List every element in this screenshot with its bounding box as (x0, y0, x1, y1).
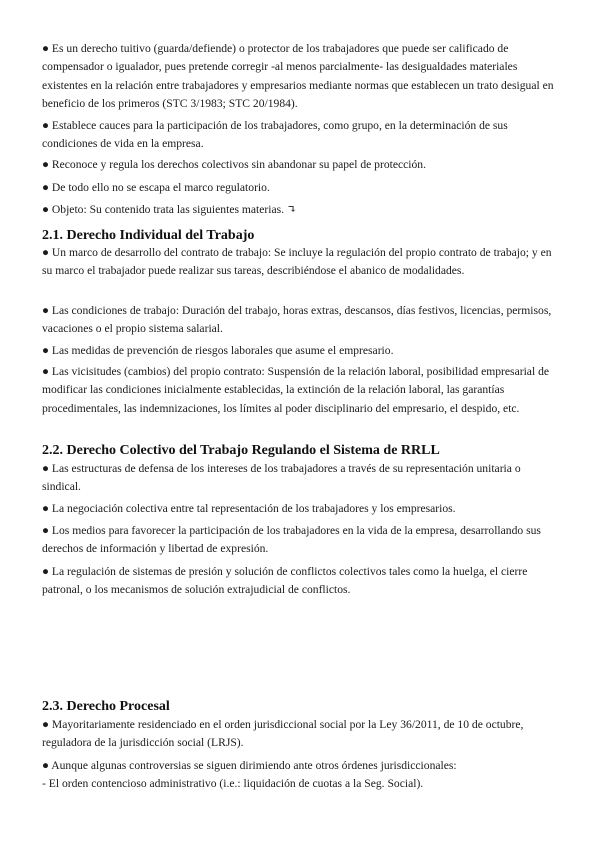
section-heading-procesal: 2.3. Derecho Procesal (42, 699, 170, 714)
list-item: ● La regulación de sistemas de presión y solución de conflictos colectivos tales como la huelga, el cierre patronal, o los mecanismos de solución extrajudicial de conflictos. (42, 565, 528, 597)
intro-paragraph-2: ● Establece cauces para la participación de los trabajadores, como grupo, en la determinación de sus condiciones de vida en la empresa. (42, 119, 508, 151)
list-item: - El orden contencioso administrativo (i.e.: liquidación de cuotas a la Seg. Social). (42, 777, 424, 790)
intro-paragraph-1: ● Es un derecho tuitivo (guarda/defiende) o protector de los trabajadores que puede ser calificado de compensador o igualador, pues pretende corregir -al menos parcialmente- las desigualdades materiales existentes en la relación entre trabajadores y empresarios mediante normas que establecen un trato desigual en beneficio de los primeros (STC 3/1983; STC 20/1984). (42, 42, 554, 111)
intro-paragraph-4: ● De todo ello no se escapa el marco regulatorio. (42, 181, 270, 194)
intro-paragraph-5: ● Objeto: Su contenido trata las siguientes materias. ↴ (42, 203, 297, 216)
list-item: ● Las condiciones de trabajo: Duración del trabajo, horas extras, descansos, días festivos, licencias, permisos, vacaciones o el propio sistema salarial. (42, 304, 552, 336)
section-heading-individual: 2.1. Derecho Individual del Trabajo (42, 228, 255, 243)
section-heading-colectivo: 2.2. Derecho Colectivo del Trabajo Regulando el Sistema de RRLL (42, 443, 440, 458)
list-item: ● Las estructuras de defensa de los intereses de los trabajadores a través de su representación unitaria o sindical. (42, 462, 521, 494)
list-item: ● Los medios para favorecer la participación de los trabajadores en la vida de la empresa, desarrollando sus derechos de información y libertad de expresión. (42, 524, 541, 556)
intro-paragraph-3: ● Reconoce y regula los derechos colectivos sin abandonar su papel de protección. (42, 158, 426, 171)
list-item: ● Las medidas de prevención de riesgos laborales que asume el empresario. (42, 344, 394, 357)
list-item: ● Mayoritariamente residenciado en el orden jurisdiccional social por la Ley 36/2011, de 10 de octubre, reguladora de la jurisdicción social (LRJS). (42, 718, 524, 750)
list-item: ● Las vicisitudes (cambios) del propio contrato: Suspensión de la relación laboral, posibilidad empresarial de modificar las condiciones inicialmente establecidas, la extinción de la relación laboral, las garantías procedimentales, las indemnizaciones, los límites al poder disciplinario del empresario, el despido, etc. (42, 365, 550, 415)
list-item: ● Aunque algunas controversias se siguen dirimiendo ante otros órdenes jurisdiccionales: (42, 759, 457, 772)
list-item: ● La negociación colectiva entre tal representación de los trabajadores y los empresarios. (42, 502, 456, 515)
list-item: ● Un marco de desarrollo del contrato de trabajo: Se incluye la regulación del propio contrato de trabajo; y en su marco el trabajador puede realizar sus tareas, describiéndose el abanico de modalidades. (42, 246, 552, 278)
